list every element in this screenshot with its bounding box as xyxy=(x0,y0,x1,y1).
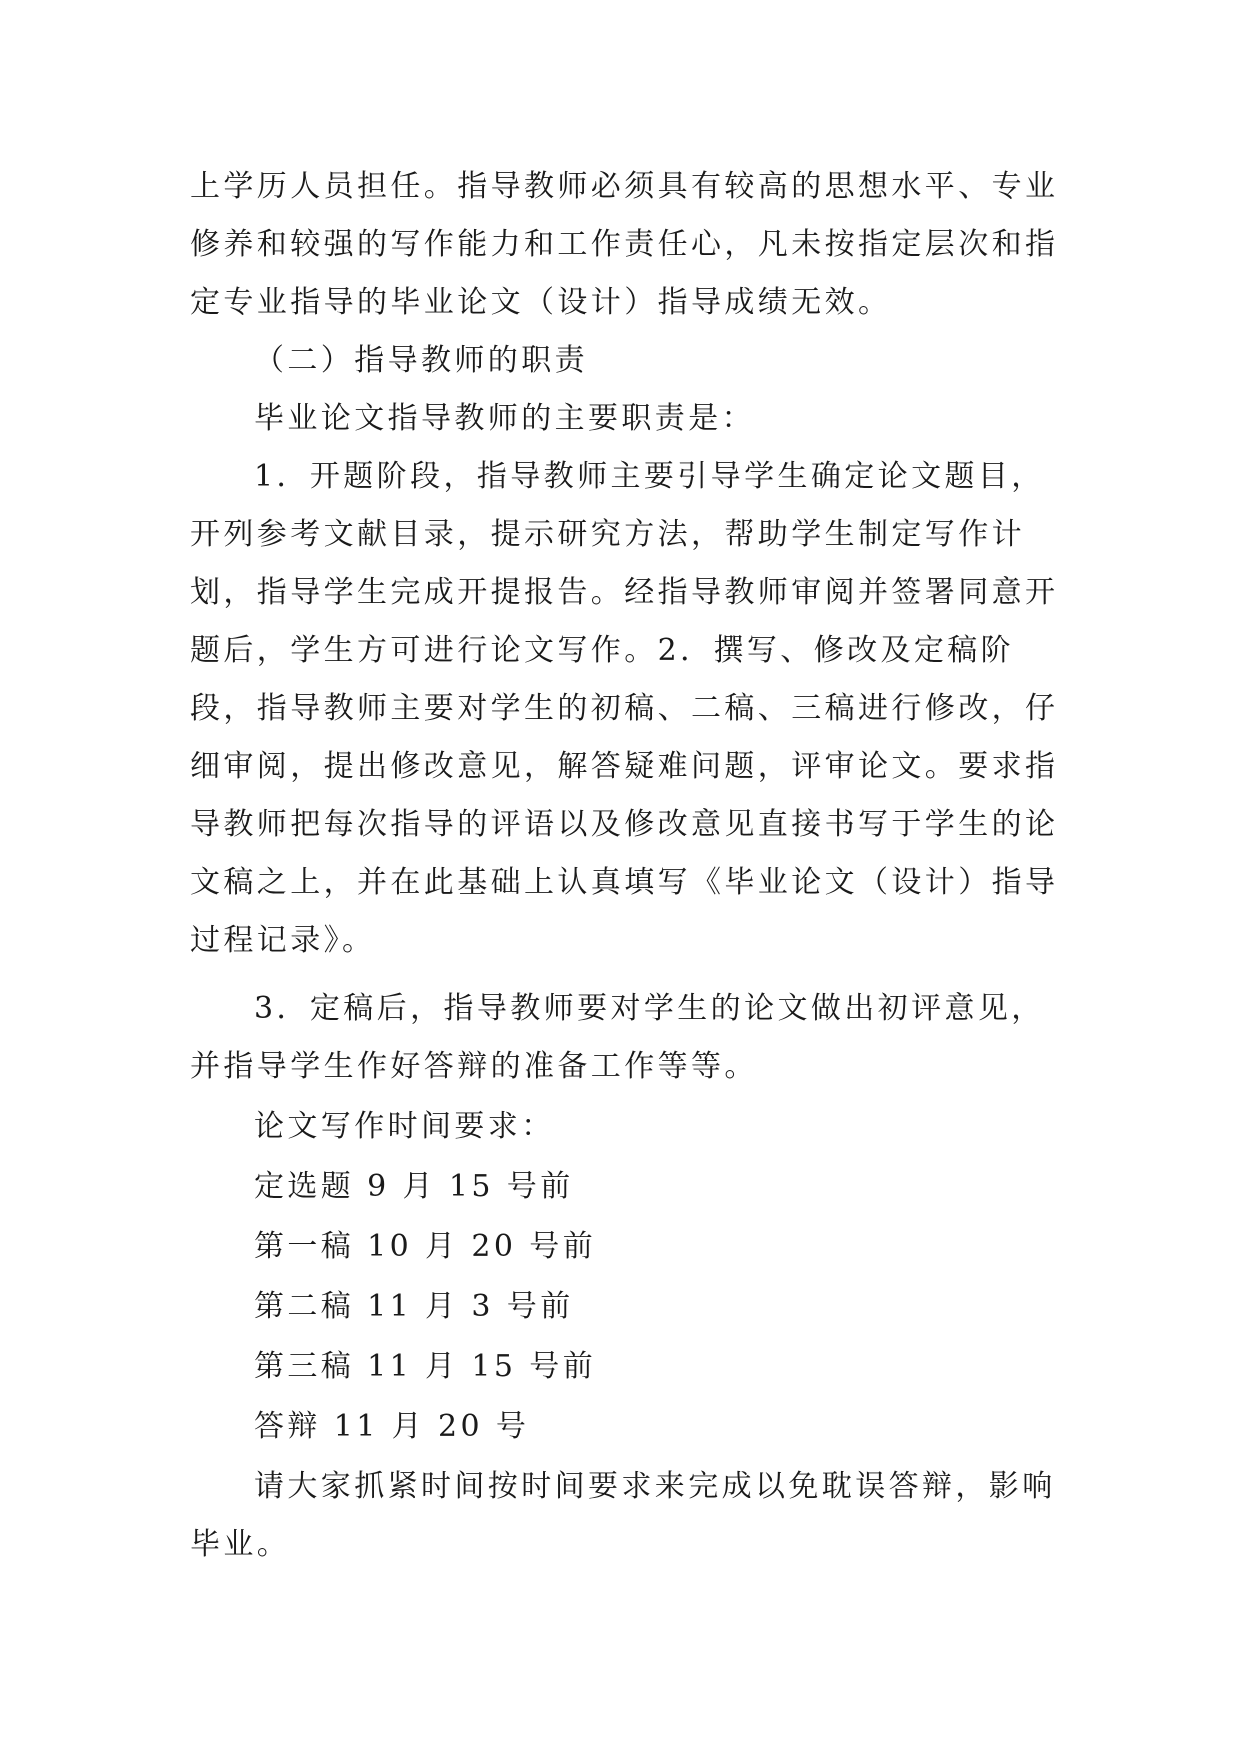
paragraph-schedule-heading: 论文写作时间要求： xyxy=(254,1109,555,1144)
schedule-item-topic: 定选题 9 月 15 号前 xyxy=(254,1169,574,1204)
paragraph-duties-intro: 毕业论文指导教师的主要职责是： xyxy=(254,401,755,436)
schedule-item-draft-3: 第三稿 11 月 15 号前 xyxy=(254,1349,597,1384)
paragraph-duty-1-2: 1．开题阶段，指导教师主要引导学生确定论文题目，开列参考文献目录，提示研究方法，帮助学生制定写作计划，指导学生完成开提报告。经指导教师审阅并签署同意开题后，学生方可进行论文写作。2．撰写、修改及定稿阶段，指导教师主要对学生的初稿、二稿、三稿进行修改，仔细审阅，提出修改意见，解答疑难问题，评审论文。要求指导教师把每次指导的评语以及修改意见直接书写于学生的论文稿之上，并在此基础上认真填写《毕业论文（设计）指导过程记录》。 xyxy=(190,459,1059,958)
schedule-item-draft-2: 第二稿 11 月 3 号前 xyxy=(254,1289,574,1324)
schedule-item-defense: 答辩 11 月 20 号 xyxy=(254,1409,530,1444)
paragraph-closing-reminder: 请大家抓紧时间按时间要求来完成以免耽误答辩，影响毕业。 xyxy=(190,1469,1056,1562)
paragraph-teacher-qualifications: 上学历人员担任。指导教师必须具有较高的思想水平、专业修养和较强的写作能力和工作责任心，凡未按指定层次和指定专业指导的毕业论文（设计）指导成绩无效。 xyxy=(190,169,1059,320)
section-heading-teacher-duties: （二）指导教师的职责 xyxy=(254,343,588,378)
schedule-item-draft-1: 第一稿 10 月 20 号前 xyxy=(254,1229,597,1264)
paragraph-duty-3: 3．定稿后，指导教师要对学生的论文做出初评意见，并指导学生作好答辩的准备工作等等。 xyxy=(190,991,1045,1084)
document-body xyxy=(190,158,1065,1574)
